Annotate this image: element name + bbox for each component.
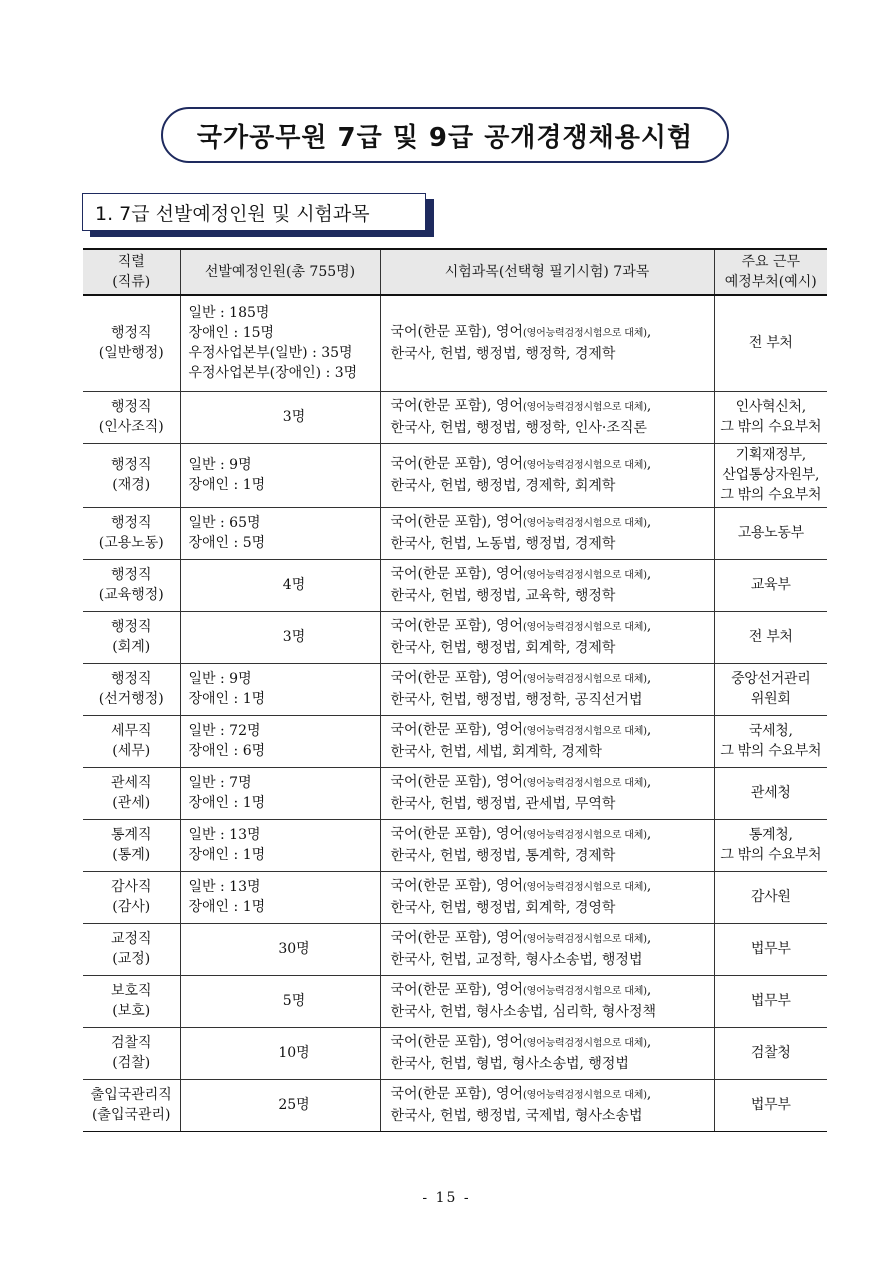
subjects-line-2: 한국사, 헌법, 교정학, 형사소송법, 행정법 <box>390 952 643 968</box>
job-cell <box>83 663 180 715</box>
count-line: 우정사업본부(장애인) : 3명 <box>188 365 358 382</box>
table-row <box>83 923 827 975</box>
subjects-english-note: (영어능력검정시험으로 대체) <box>522 726 647 737</box>
dept-line: 검찰청 <box>750 1045 791 1061</box>
job-line: 관세직 <box>110 775 152 791</box>
table-row <box>83 715 827 767</box>
count-line: 일반 : 13명 <box>188 827 261 843</box>
table-row <box>83 871 827 923</box>
subjects-line-1: 국어(한문 포함), 영어(영어능력검정시험으로 대체), <box>390 1034 652 1050</box>
subjects-line-2: 한국사, 헌법, 행정법, 국제법, 형사소송법 <box>390 1108 643 1124</box>
job-line: 행정직 <box>110 325 152 342</box>
subjects-line-1: 국어(한문 포함), 영어(영어능력검정시험으로 대체), <box>390 618 652 634</box>
header-dept-line: 예정부처(예시) <box>724 274 817 290</box>
subjects-english-note: (영어능력검정시험으로 대체) <box>522 1090 647 1101</box>
subjects-line-1: 국어(한문 포함), 영어(영어능력검정시험으로 대체), <box>390 514 652 530</box>
subjects-line-1: 국어(한문 포함), 영어(영어능력검정시험으로 대체), <box>390 456 652 472</box>
subjects-cell <box>380 819 714 871</box>
job-line: 행정직 <box>110 399 152 415</box>
exam-table <box>83 248 827 1132</box>
subjects-cell <box>380 767 714 819</box>
subjects-line-1: 국어(한문 포함), 영어(영어능력검정시험으로 대체), <box>390 722 652 738</box>
job-cell <box>83 443 180 507</box>
job-line: (관세) <box>112 795 151 811</box>
dept-line: 인사혁신처, <box>735 399 806 415</box>
header-job-line: 직렬 <box>117 254 145 270</box>
job-line: (교정) <box>112 951 151 967</box>
dept-cell <box>714 559 827 611</box>
subjects-line-2: 한국사, 헌법, 형사소송법, 심리학, 형사정책 <box>390 1004 657 1020</box>
subjects-english-note: (영어능력검정시험으로 대체) <box>522 934 647 945</box>
subjects-english-note: (영어능력검정시험으로 대체) <box>522 986 647 997</box>
table-row <box>83 1079 827 1131</box>
dept-cell <box>714 295 827 391</box>
count-line: 일반 : 13명 <box>188 879 261 895</box>
count-line: 장애인 : 1명 <box>188 899 266 915</box>
job-cell <box>83 559 180 611</box>
count-cell: 25명 <box>180 1079 380 1131</box>
count-cell: 5명 <box>180 975 380 1027</box>
section-heading-box <box>82 193 426 231</box>
subjects-line-2: 한국사, 헌법, 노동법, 행정법, 경제학 <box>390 536 616 552</box>
subjects-english-note: (영어능력검정시험으로 대체) <box>522 570 647 581</box>
dept-cell <box>714 1027 827 1079</box>
subjects-english-note: (영어능력검정시험으로 대체) <box>522 830 647 841</box>
subjects-line-1: 국어(한문 포함), 영어(영어능력검정시험으로 대체), <box>390 826 652 842</box>
count-line: 일반 : 185명 <box>188 305 270 322</box>
subjects-english-note: (영어능력검정시험으로 대체) <box>522 402 647 413</box>
subjects-line-1: 국어(한문 포함), 영어(영어능력검정시험으로 대체), <box>390 398 652 414</box>
job-line: 행정직 <box>110 619 152 635</box>
job-cell <box>83 975 180 1027</box>
job-line: 통계직 <box>110 827 152 843</box>
dept-line: 교육부 <box>750 577 791 593</box>
subjects-line-2: 한국사, 헌법, 행정법, 교육학, 행정학 <box>390 588 616 604</box>
subjects-cell <box>380 295 714 391</box>
count-cell <box>180 663 380 715</box>
dept-cell <box>714 715 827 767</box>
subjects-line-2: 한국사, 헌법, 행정법, 경제학, 회계학 <box>390 478 616 494</box>
job-line: (재경) <box>112 477 151 493</box>
subjects-line-1: 국어(한문 포함), 영어(영어능력검정시험으로 대체), <box>390 324 652 341</box>
job-line: (출입국관리) <box>91 1107 171 1123</box>
subjects-line-1: 국어(한문 포함), 영어(영어능력검정시험으로 대체), <box>390 566 652 582</box>
table-row <box>83 1027 827 1079</box>
count-cell <box>180 871 380 923</box>
job-line: (통계) <box>112 847 151 863</box>
dept-cell <box>714 1079 827 1131</box>
subjects-line-1: 국어(한문 포함), 영어(영어능력검정시험으로 대체), <box>390 670 652 686</box>
job-cell <box>83 507 180 559</box>
job-cell <box>83 923 180 975</box>
subjects-cell <box>380 443 714 507</box>
subjects-line-2: 한국사, 헌법, 행정법, 행정학, 공직선거법 <box>390 692 643 708</box>
section-heading: 1. 7급 선발예정인원 및 시험과목 <box>95 202 370 225</box>
subjects-english-note: (영어능력검정시험으로 대체) <box>522 1038 647 1049</box>
subjects-line-2: 한국사, 헌법, 행정법, 회계학, 경제학 <box>390 640 616 656</box>
header-dept <box>714 249 827 295</box>
job-line: (회계) <box>112 639 151 655</box>
subjects-english-prefix: 국어(한문 포함), 영어 <box>390 670 523 686</box>
page-number: - 15 - <box>422 1190 471 1206</box>
dept-line: 그 밖의 수요부처 <box>720 419 822 435</box>
subjects-english-prefix: 국어(한문 포함), 영어 <box>390 878 523 894</box>
table-row <box>83 819 827 871</box>
subjects-english-prefix: 국어(한문 포함), 영어 <box>390 826 523 842</box>
subjects-line-1: 국어(한문 포함), 영어(영어능력검정시험으로 대체), <box>390 982 652 998</box>
subjects-line-2: 한국사, 헌법, 행정법, 통계학, 경제학 <box>390 848 616 864</box>
table-row <box>83 559 827 611</box>
table-row <box>83 975 827 1027</box>
count-cell: 30명 <box>180 923 380 975</box>
dept-line: 관세청 <box>750 785 791 801</box>
header-job <box>83 249 180 295</box>
dept-line: 그 밖의 수요부처 <box>720 847 822 863</box>
dept-cell <box>714 767 827 819</box>
header-dept-line: 주요 근무 <box>741 254 801 270</box>
job-cell <box>83 819 180 871</box>
dept-cell <box>714 819 827 871</box>
count-cell <box>180 507 380 559</box>
subjects-cell <box>380 391 714 443</box>
subjects-line-2: 한국사, 헌법, 행정법, 행정학, 인사·조직론 <box>390 420 647 436</box>
subjects-english-note: (영어능력검정시험으로 대체) <box>522 460 647 471</box>
job-cell <box>83 295 180 391</box>
dept-line: 감사원 <box>750 889 791 905</box>
dept-line: 법무부 <box>750 1097 791 1113</box>
count-line: 장애인 : 15명 <box>188 325 275 342</box>
count-cell <box>180 443 380 507</box>
dept-line: 국세청, <box>748 723 793 739</box>
subjects-english-note: (영어능력검정시험으로 대체) <box>522 882 647 893</box>
dept-cell <box>714 975 827 1027</box>
dept-cell <box>714 391 827 443</box>
dept-line: 그 밖의 수요부처 <box>720 743 822 759</box>
subjects-line-1: 국어(한문 포함), 영어(영어능력검정시험으로 대체), <box>390 1086 652 1102</box>
count-line: 장애인 : 1명 <box>188 691 266 707</box>
subjects-english-prefix: 국어(한문 포함), 영어 <box>390 1034 523 1050</box>
dept-line: 통계청, <box>748 827 793 843</box>
dept-line: 그 밖의 수요부처 <box>720 487 822 503</box>
job-line: 감사직 <box>110 879 152 895</box>
count-line: 장애인 : 1명 <box>188 795 266 811</box>
count-line: 일반 : 72명 <box>188 723 261 739</box>
job-line: (교육행정) <box>98 587 164 603</box>
job-line: 출입국관리직 <box>90 1087 172 1103</box>
subjects-line-1: 국어(한문 포함), 영어(영어능력검정시험으로 대체), <box>390 878 652 894</box>
count-cell: 4명 <box>180 559 380 611</box>
subjects-line-2: 한국사, 헌법, 형법, 형사소송법, 행정법 <box>390 1056 629 1072</box>
dept-line: 고용노동부 <box>737 525 804 541</box>
subjects-line-2: 한국사, 헌법, 행정법, 회계학, 경영학 <box>390 900 616 916</box>
subjects-cell <box>380 1079 714 1131</box>
dept-cell <box>714 507 827 559</box>
count-cell <box>180 767 380 819</box>
job-line: (일반행정) <box>98 345 164 362</box>
subjects-cell <box>380 507 714 559</box>
dept-line: 전 부처 <box>748 629 793 645</box>
count-line: 장애인 : 6명 <box>188 743 266 759</box>
subjects-cell <box>380 715 714 767</box>
table-row <box>83 443 827 507</box>
dept-cell <box>714 871 827 923</box>
dept-cell <box>714 443 827 507</box>
dept-cell <box>714 923 827 975</box>
subjects-cell <box>380 663 714 715</box>
count-cell <box>180 295 380 391</box>
count-cell <box>180 819 380 871</box>
job-cell <box>83 871 180 923</box>
dept-line: 법무부 <box>750 941 791 957</box>
dept-line: 위원회 <box>750 691 791 707</box>
subjects-english-prefix: 국어(한문 포함), 영어 <box>390 566 523 582</box>
header-count: 선발예정인원(총 755명) <box>180 249 380 295</box>
job-line: (검찰) <box>112 1055 151 1071</box>
subjects-english-prefix: 국어(한문 포함), 영어 <box>390 774 523 790</box>
subjects-line-2: 한국사, 헌법, 세법, 회계학, 경제학 <box>390 744 602 760</box>
table-header-row <box>83 249 827 295</box>
job-cell <box>83 1079 180 1131</box>
header-subjects: 시험과목(선택형 필기시험) 7과목 <box>380 249 714 295</box>
job-cell <box>83 1027 180 1079</box>
job-cell <box>83 611 180 663</box>
document-title-box <box>161 107 729 163</box>
job-line: (선거행정) <box>98 691 164 707</box>
dept-cell <box>714 663 827 715</box>
dept-line: 법무부 <box>750 993 791 1009</box>
table-row <box>83 767 827 819</box>
subjects-line-2: 한국사, 헌법, 행정법, 관세법, 무역학 <box>390 796 616 812</box>
job-line: (고용노동) <box>98 535 164 551</box>
job-line: 교정직 <box>110 931 152 947</box>
subjects-cell <box>380 923 714 975</box>
subjects-english-note: (영어능력검정시험으로 대체) <box>522 328 647 340</box>
count-line: 장애인 : 5명 <box>188 535 266 551</box>
subjects-english-prefix: 국어(한문 포함), 영어 <box>390 930 523 946</box>
count-line: 일반 : 65명 <box>188 515 261 531</box>
job-cell <box>83 715 180 767</box>
job-line: 세무직 <box>110 723 152 739</box>
job-line: (보호) <box>112 1003 151 1019</box>
count-cell <box>180 715 380 767</box>
header-job-line: (직류) <box>112 274 151 290</box>
count-cell: 3명 <box>180 391 380 443</box>
subjects-english-prefix: 국어(한문 포함), 영어 <box>390 514 523 530</box>
subjects-line-1: 국어(한문 포함), 영어(영어능력검정시험으로 대체), <box>390 774 652 790</box>
table-row <box>83 295 827 391</box>
subjects-english-prefix: 국어(한문 포함), 영어 <box>390 1086 523 1102</box>
table-row <box>83 507 827 559</box>
table-row <box>83 391 827 443</box>
dept-cell <box>714 611 827 663</box>
subjects-english-prefix: 국어(한문 포함), 영어 <box>390 398 523 414</box>
dept-line: 산업통상자원부, <box>722 467 820 483</box>
subjects-english-prefix: 국어(한문 포함), 영어 <box>390 324 523 341</box>
job-line: 행정직 <box>110 567 152 583</box>
subjects-english-note: (영어능력검정시험으로 대체) <box>522 518 647 529</box>
count-line: 장애인 : 1명 <box>188 477 266 493</box>
subjects-cell <box>380 975 714 1027</box>
subjects-cell <box>380 611 714 663</box>
job-cell <box>83 767 180 819</box>
count-line: 일반 : 9명 <box>188 457 252 473</box>
subjects-english-note: (영어능력검정시험으로 대체) <box>522 778 647 789</box>
subjects-cell <box>380 1027 714 1079</box>
table-row <box>83 611 827 663</box>
table-row <box>83 663 827 715</box>
count-line: 일반 : 7명 <box>188 775 252 791</box>
subjects-english-prefix: 국어(한문 포함), 영어 <box>390 722 523 738</box>
count-line: 일반 : 9명 <box>188 671 252 687</box>
count-cell: 10명 <box>180 1027 380 1079</box>
job-line: 행정직 <box>110 457 152 473</box>
job-line: (인사조직) <box>98 419 164 435</box>
job-line: 행정직 <box>110 515 152 531</box>
dept-line: 기획재정부, <box>735 447 806 463</box>
job-cell <box>83 391 180 443</box>
job-line: (감사) <box>112 899 151 915</box>
count-cell: 3명 <box>180 611 380 663</box>
subjects-line-1: 국어(한문 포함), 영어(영어능력검정시험으로 대체), <box>390 930 652 946</box>
subjects-cell <box>380 871 714 923</box>
subjects-english-note: (영어능력검정시험으로 대체) <box>522 674 647 685</box>
dept-line: 전 부처 <box>748 335 793 352</box>
table-body <box>83 295 827 1131</box>
dept-line: 중앙선거관리 <box>731 671 811 687</box>
subjects-english-note: (영어능력검정시험으로 대체) <box>522 622 647 633</box>
subjects-english-prefix: 국어(한문 포함), 영어 <box>390 456 523 472</box>
job-line: 보호직 <box>110 983 152 999</box>
job-line: 행정직 <box>110 671 152 687</box>
count-line: 우정사업본부(일반) : 35명 <box>188 345 353 362</box>
count-line: 장애인 : 1명 <box>188 847 266 863</box>
job-line: 검찰직 <box>110 1035 152 1051</box>
subjects-cell <box>380 559 714 611</box>
subjects-english-prefix: 국어(한문 포함), 영어 <box>390 618 523 634</box>
subjects-line-2: 한국사, 헌법, 행정법, 행정학, 경제학 <box>390 346 616 363</box>
document-title: 국가공무원 7급 및 9급 공개경쟁채용시험 <box>196 122 694 153</box>
job-line: (세무) <box>112 743 151 759</box>
subjects-english-prefix: 국어(한문 포함), 영어 <box>390 982 523 998</box>
